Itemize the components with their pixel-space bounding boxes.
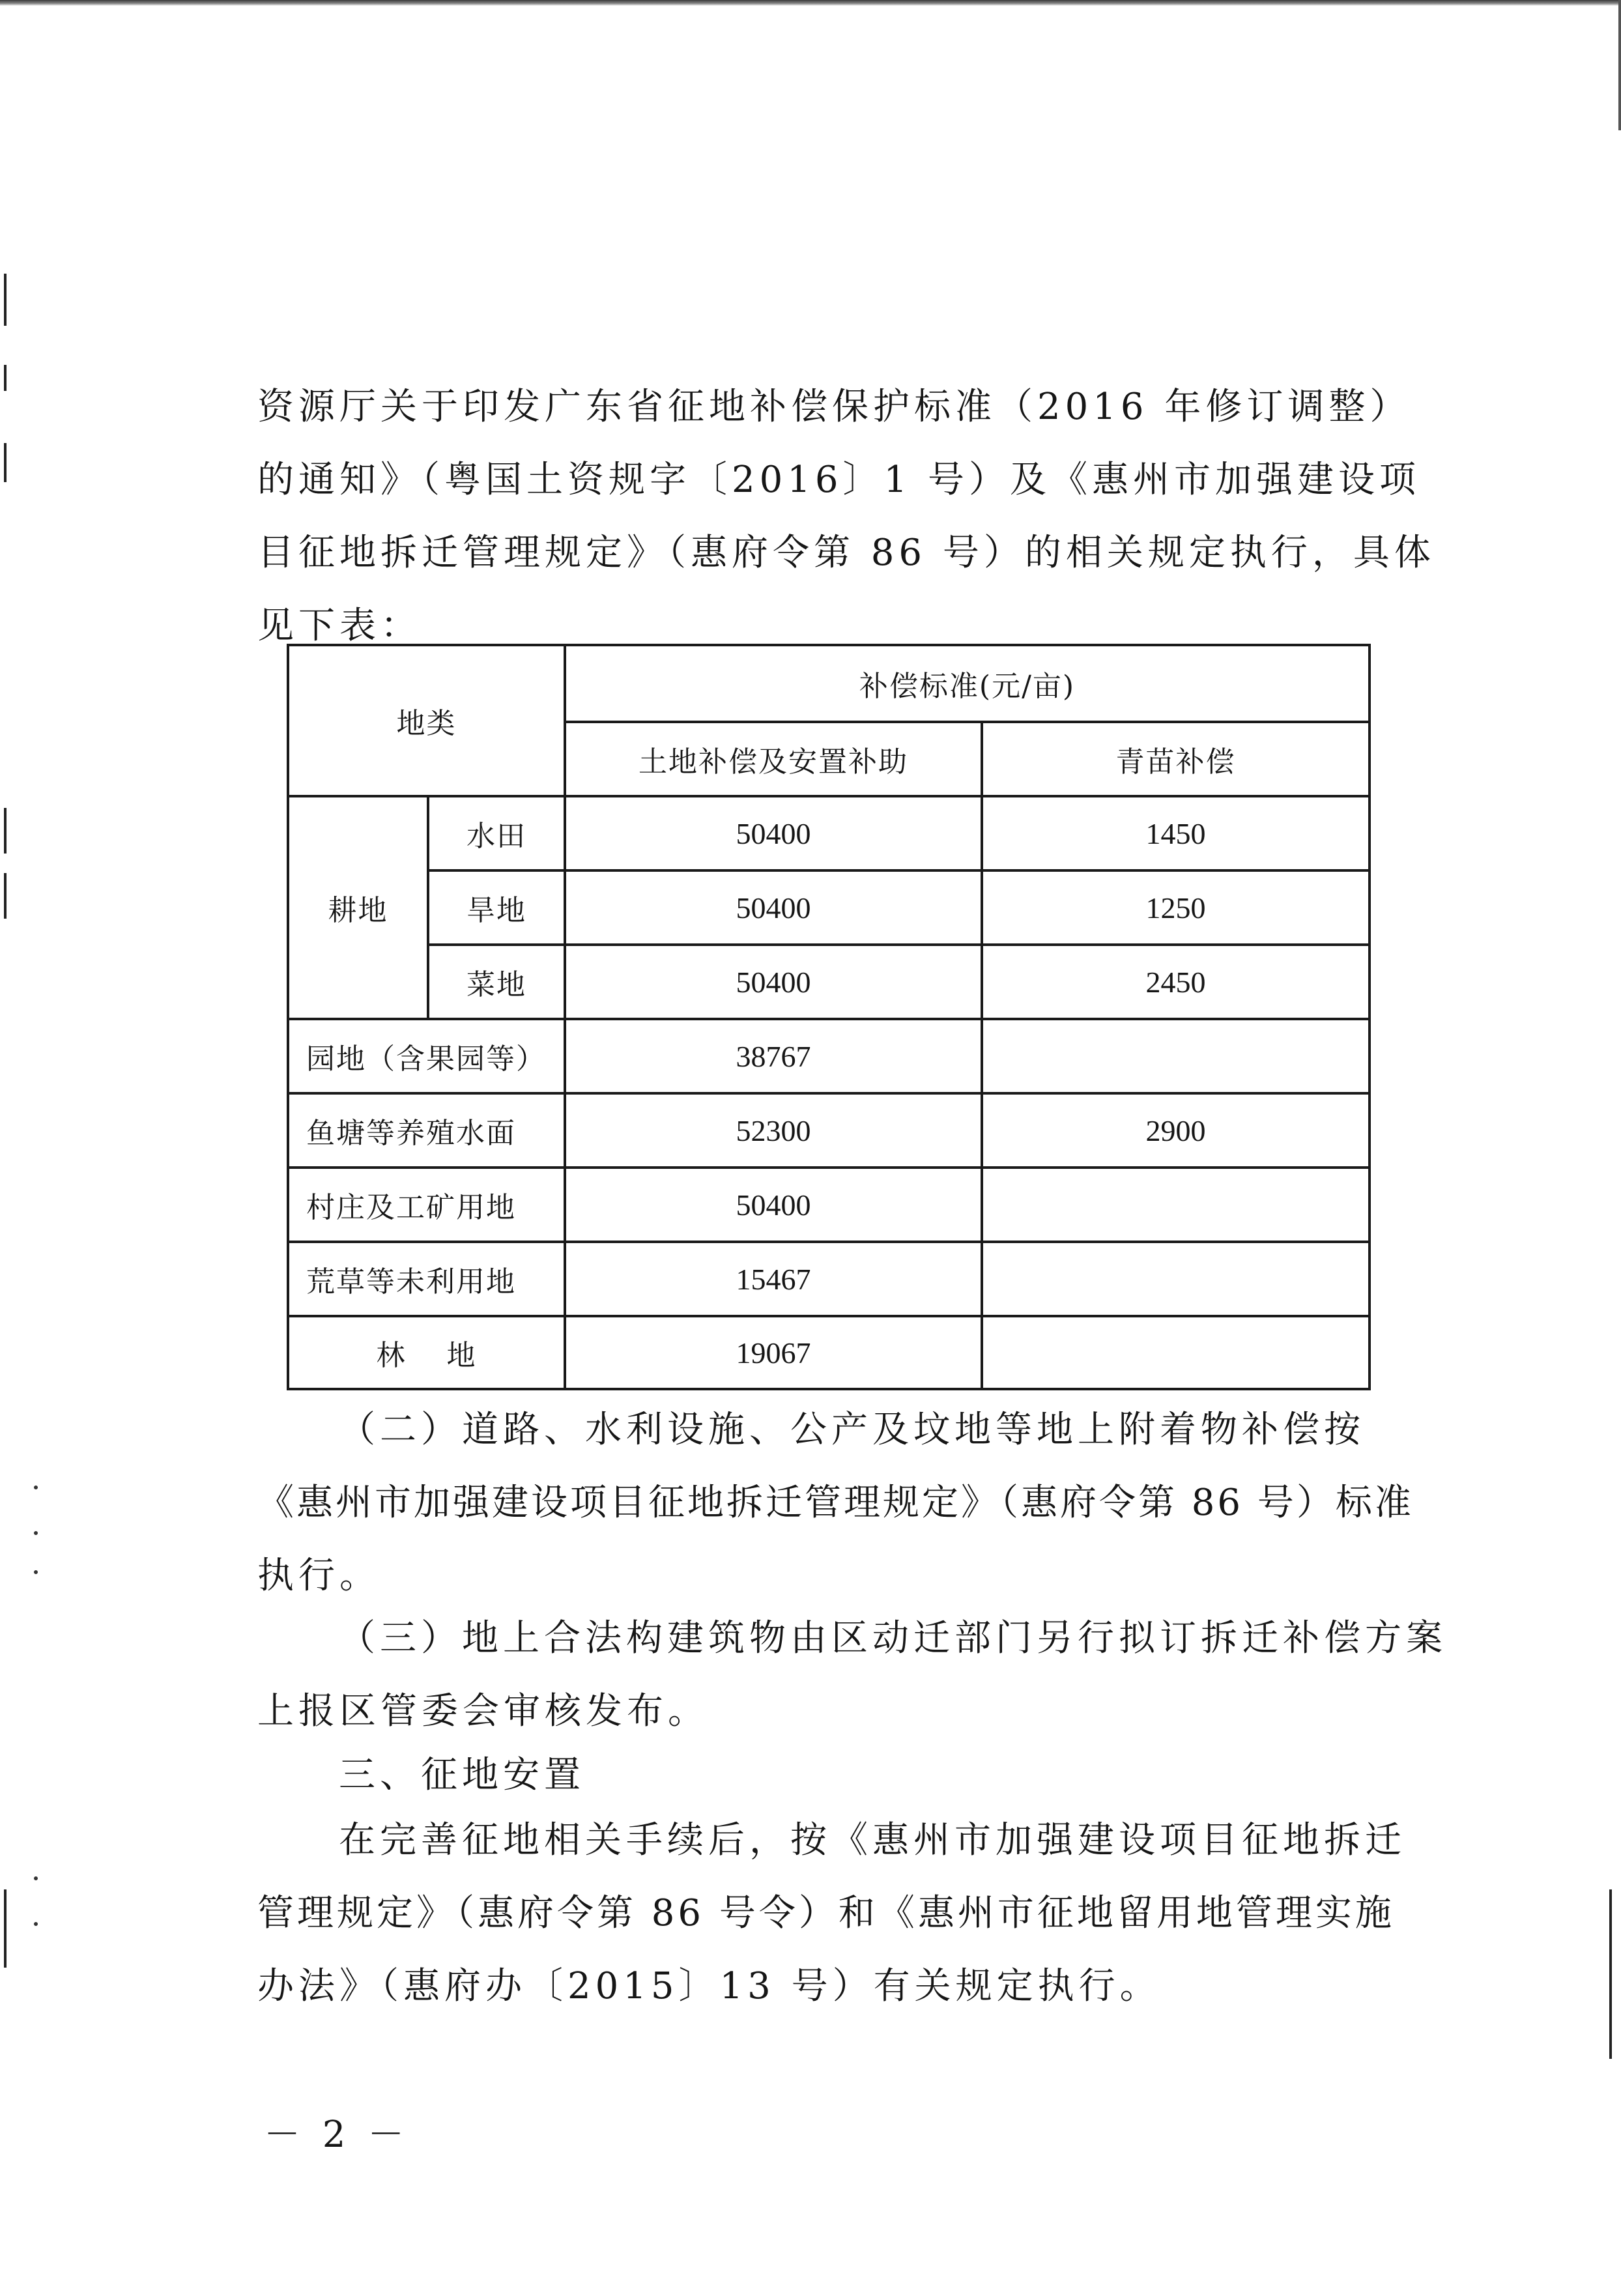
- row-name: 林 地: [288, 1316, 565, 1389]
- para2-line: 执行。: [257, 1555, 380, 1597]
- scan-dot: [34, 1485, 38, 1489]
- scan-dot: [34, 1876, 38, 1880]
- header-land-compensation: 土地补偿及安置补助: [565, 722, 982, 796]
- scan-mark: [4, 873, 7, 919]
- table-row: [288, 796, 1370, 870]
- scan-edge-top: [0, 0, 1621, 6]
- land-value: 15467: [565, 1242, 982, 1316]
- intro-line: 的通知》（粤国土资规字〔2016〕1 号）及《惠州市加强建设项: [257, 459, 1420, 501]
- land-value: 38767: [565, 1019, 982, 1093]
- row-name: 菜地: [428, 945, 565, 1019]
- scan-mark: [4, 808, 7, 854]
- para2-line: （二）道路、水利设施、公产及坟地等地上附着物补偿按: [339, 1409, 1365, 1451]
- table-row: [288, 1168, 1370, 1242]
- scan-dot: [34, 1531, 38, 1535]
- seedling-value: 2900: [982, 1093, 1370, 1168]
- land-value: 50400: [565, 796, 982, 870]
- scan-dot: [34, 1922, 38, 1926]
- para3-line: 上报区管委会审核发布。: [257, 1690, 709, 1732]
- para4-line: 办法》（惠府办〔2015〕13 号）有关规定执行。: [257, 1965, 1161, 2007]
- intro-line: 目征地拆迁管理规定》（惠府令第 86 号）的相关规定执行，具体: [257, 532, 1435, 574]
- seedling-value: [982, 1168, 1370, 1242]
- row-name: 水田: [428, 796, 565, 870]
- header-seedling-compensation: 青苗补偿: [982, 722, 1370, 796]
- seedling-value: 1450: [982, 796, 1370, 870]
- para4-line: 管理规定》（惠府令第 86 号令）和《惠州市征地留用地管理实施: [257, 1892, 1395, 1934]
- para2-line: 《惠州市加强建设项目征地拆迁管理规定》（惠府令第 86 号）标准: [257, 1482, 1414, 1524]
- land-value: 50400: [565, 870, 982, 945]
- scan-mark: [4, 1889, 7, 1968]
- scan-mark: [4, 274, 7, 326]
- row-name: 旱地: [428, 870, 565, 945]
- compensation-table: [287, 644, 1371, 1390]
- intro-line: 见下表：: [257, 605, 422, 647]
- scan-mark: [4, 443, 7, 482]
- scan-dot: [34, 1570, 38, 1574]
- row-name: 鱼塘等养殖水面: [288, 1093, 565, 1168]
- scan-mark: [1609, 1889, 1612, 2059]
- row-name: 村庄及工矿用地: [288, 1168, 565, 1242]
- seedling-value: [982, 1019, 1370, 1093]
- scan-mark: [4, 365, 7, 391]
- farmland-label: 耕地: [288, 796, 428, 1019]
- para4-line: 在完善征地相关手续后，按《惠州市加强建设项目征地拆迁: [339, 1819, 1406, 1861]
- seedling-value: 2450: [982, 945, 1370, 1019]
- seedling-value: 1250: [982, 870, 1370, 945]
- row-name: 园地（含果园等）: [288, 1019, 565, 1093]
- table-row: [288, 870, 1370, 945]
- row-name: 荒草等未利用地: [288, 1242, 565, 1316]
- section-heading: 三、征地安置: [339, 1754, 585, 1796]
- header-category: 地类: [288, 645, 565, 796]
- header-standard: 补偿标准(元/亩): [565, 645, 1370, 722]
- page-number: － 2 －: [264, 2114, 410, 2156]
- intro-line: 资源厅关于印发广东省征地补偿保护标准（2016 年修订调整）: [257, 386, 1411, 428]
- seedling-value: [982, 1316, 1370, 1389]
- para3-line: （三）地上合法构建筑物由区动迁部门另行拟订拆迁补偿方案: [339, 1617, 1447, 1659]
- seedling-value: [982, 1242, 1370, 1316]
- table-row: [288, 1093, 1370, 1168]
- land-value: 50400: [565, 945, 982, 1019]
- land-value: 52300: [565, 1093, 982, 1168]
- land-value: 50400: [565, 1168, 982, 1242]
- table-row: [288, 945, 1370, 1019]
- scan-edge-right: [1618, 0, 1621, 130]
- table-row: [288, 1019, 1370, 1093]
- table-row: [288, 1242, 1370, 1316]
- land-value: 19067: [565, 1316, 982, 1389]
- table-row: [288, 1316, 1370, 1389]
